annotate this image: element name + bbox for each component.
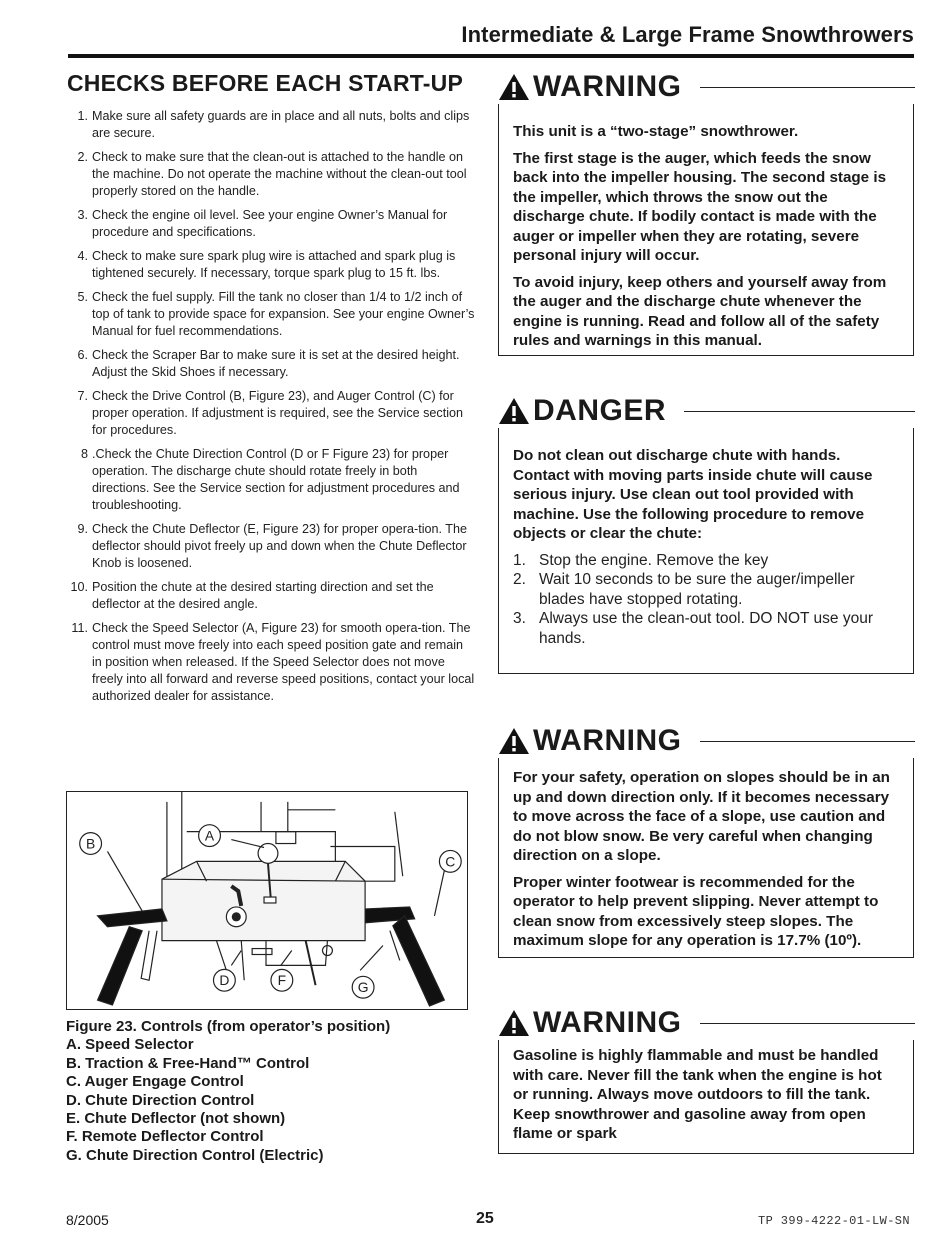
callout-d: D	[219, 972, 230, 989]
danger-paragraph: Do not clean out discharge chute with hands. Contact with moving parts inside chute will cause serious injury. Use clean out tool provided with machine. Use the following procedure to remove objects or clear the chute:	[513, 447, 873, 542]
figure-caption-title: Figure 23. Controls (from operator’s position)	[66, 1018, 391, 1035]
document-code: TP 399-4222-01-LW-SN	[757, 1214, 910, 1228]
callout-c: C	[445, 853, 456, 870]
warning-box-two-stage	[498, 70, 914, 356]
danger-label: DANGER	[533, 394, 667, 427]
controls-illustration	[67, 792, 467, 1009]
callout-a: A	[204, 827, 215, 844]
warning-paragraph: For your safety, operation on slopes should be in an up and down direction only. If it becomes necessary to move across the face of a slope, use caution and do not blow snow. Be very careful when changing direction on a slope.	[513, 769, 890, 864]
callout-b: B	[86, 835, 96, 852]
warning-header-rule	[700, 1023, 916, 1024]
warning-header	[497, 72, 915, 102]
checks-item-6: 6. Check the Scraper Bar to make sure it is set at the desired height. Adjust the Skid Shoes if necessary.	[77, 348, 460, 379]
figure-legend-item: G. Chute Direction Control (Electric)	[66, 1146, 324, 1164]
warning-triangle-icon	[497, 1008, 531, 1038]
warning-body	[499, 758, 913, 968]
checks-list	[66, 108, 476, 712]
checks-item-3: 3. Check the engine oil level. See your engine Owner’s Manual for procedure and specifications.	[77, 208, 448, 239]
warning-box-slopes	[498, 724, 914, 958]
figure-legend-item: C. Auger Engage Control	[66, 1073, 244, 1091]
checks-item-10: 10. Position the chute at the desired starting direction and set the deflector at the desired angle.	[70, 580, 434, 611]
danger-steps	[513, 551, 899, 649]
figure-caption	[66, 1018, 486, 1165]
warning-paragraph: This unit is a “two-stage” snowthrower.	[513, 123, 799, 140]
checks-item-4: 4. Check to make sure spark plug wire is attached and spark plug is tightened securely. If necessary, torque spark plug to 15 ft. lbs.	[77, 249, 456, 280]
figure-legend-item: F. Remote Deflector Control	[66, 1128, 264, 1146]
warning-paragraph: To avoid injury, keep others and yourself away from the auger and the discharge chute whenever the engine is running. Read and follow all of the safety rules and warnings in this manual.	[513, 273, 887, 349]
danger-triangle-icon	[497, 396, 531, 426]
checks-item-7: 7. Check the Drive Control (B, Figure 23), and Auger Control (C) for proper operation. If adjustment is required, see the Service section for procedures.	[77, 389, 464, 437]
warning-triangle-icon	[497, 726, 531, 756]
callout-f: F	[277, 972, 287, 989]
danger-step: 1. Stop the engine. Remove the key	[513, 551, 769, 569]
checks-item-11: 11. Check the Speed Selector (A, Figure 23) for smooth opera-tion. The control must move freely into each speed position gate and remain in position when released. If the Speed Selector does not move freely into all forward and reverse speed positions, contact your local authorized dealer for assistance.	[71, 621, 475, 703]
danger-step: 3. Always use the clean-out tool. DO NOT use your hands.	[513, 610, 873, 647]
warning-paragraph: Gasoline is highly flammable and must be handled with care. Never fill the tank when the engine is hot or running. Always move outdoors to fill the tank. Keep snowthrower and gasoline away from open flame or spark	[513, 1047, 882, 1142]
warning-paragraph: The first stage is the auger, which feeds the snow back into the impeller housing. The second stage is the impeller, which throws the snow out the discharge chute. If bodily contact is made with the auger or impeller when they are rotating, severe personal injury will occur.	[513, 149, 887, 264]
checks-item-9: 9. Check the Chute Deflector (E, Figure 23) for proper opera-tion. The deflector should pivot freely up and down when the Chute Deflector Knob is loosened.	[77, 522, 467, 570]
warning-header-rule	[700, 87, 916, 88]
warning-paragraph: Proper winter footwear is recommended for the operator to help prevent slipping. Never attempt to clean snow from excessively steep slopes. The maximum slope for any operation is 17.7% (10º).	[513, 873, 879, 949]
danger-header	[497, 396, 915, 426]
warning-label: WARNING	[533, 724, 682, 757]
figure-legend-item: E. Chute Deflector (not shown)	[66, 1110, 286, 1128]
warning-body	[499, 1040, 913, 1161]
danger-step: 2. Wait 10 seconds to be sure the auger/impeller blades have stopped rotating.	[513, 571, 855, 608]
warning-triangle-icon	[497, 72, 531, 102]
figure-legend-item: A. Speed Selector	[66, 1036, 194, 1054]
warning-header	[497, 1008, 915, 1038]
checks-item-2: 2. Check to make sure that the clean-out is attached to the handle on the machine. Do not operate the machine without the clean-out tool properly stored on the handle.	[77, 150, 467, 198]
page-number: 25	[476, 1210, 494, 1227]
warning-body	[499, 104, 913, 368]
danger-box-chute	[498, 394, 914, 674]
warning-label: WARNING	[533, 70, 682, 103]
page-header-title: Intermediate & Large Frame Snowthrowers	[461, 22, 914, 47]
footer-date: 8/2005	[66, 1212, 109, 1228]
figure-legend-item: B. Traction & Free-Hand™ Control	[66, 1054, 310, 1072]
danger-header-rule	[684, 411, 915, 412]
checks-item-8: 8 .Check the Chute Direction Control (D or F Figure 23) for proper operation. The discharge chute should rotate freely in both directions. See the Service section for adjustment procedures and troubleshooting.	[80, 447, 460, 512]
checks-item-1: 1. Make sure all safety guards are in place and all nuts, bolts and clips are secure.	[77, 109, 470, 140]
header-rule	[68, 54, 914, 58]
warning-header-rule	[700, 741, 916, 742]
callout-g: G	[357, 979, 369, 996]
checks-item-5: 5. Check the fuel supply. Fill the tank no closer than 1/4 to 1/2 inch of top of tank to provide space for expansion. See your engine Owner’s Manual for fuel recommendations.	[77, 290, 475, 338]
warning-header	[497, 726, 915, 756]
figure-legend-item: D. Chute Direction Control	[66, 1091, 255, 1109]
warning-label: WARNING	[533, 1006, 682, 1039]
controls-figure	[66, 791, 468, 1010]
danger-body	[499, 428, 913, 658]
warning-box-gasoline	[498, 1006, 914, 1154]
checks-title: CHECKS BEFORE EACH START-UP	[67, 70, 463, 96]
